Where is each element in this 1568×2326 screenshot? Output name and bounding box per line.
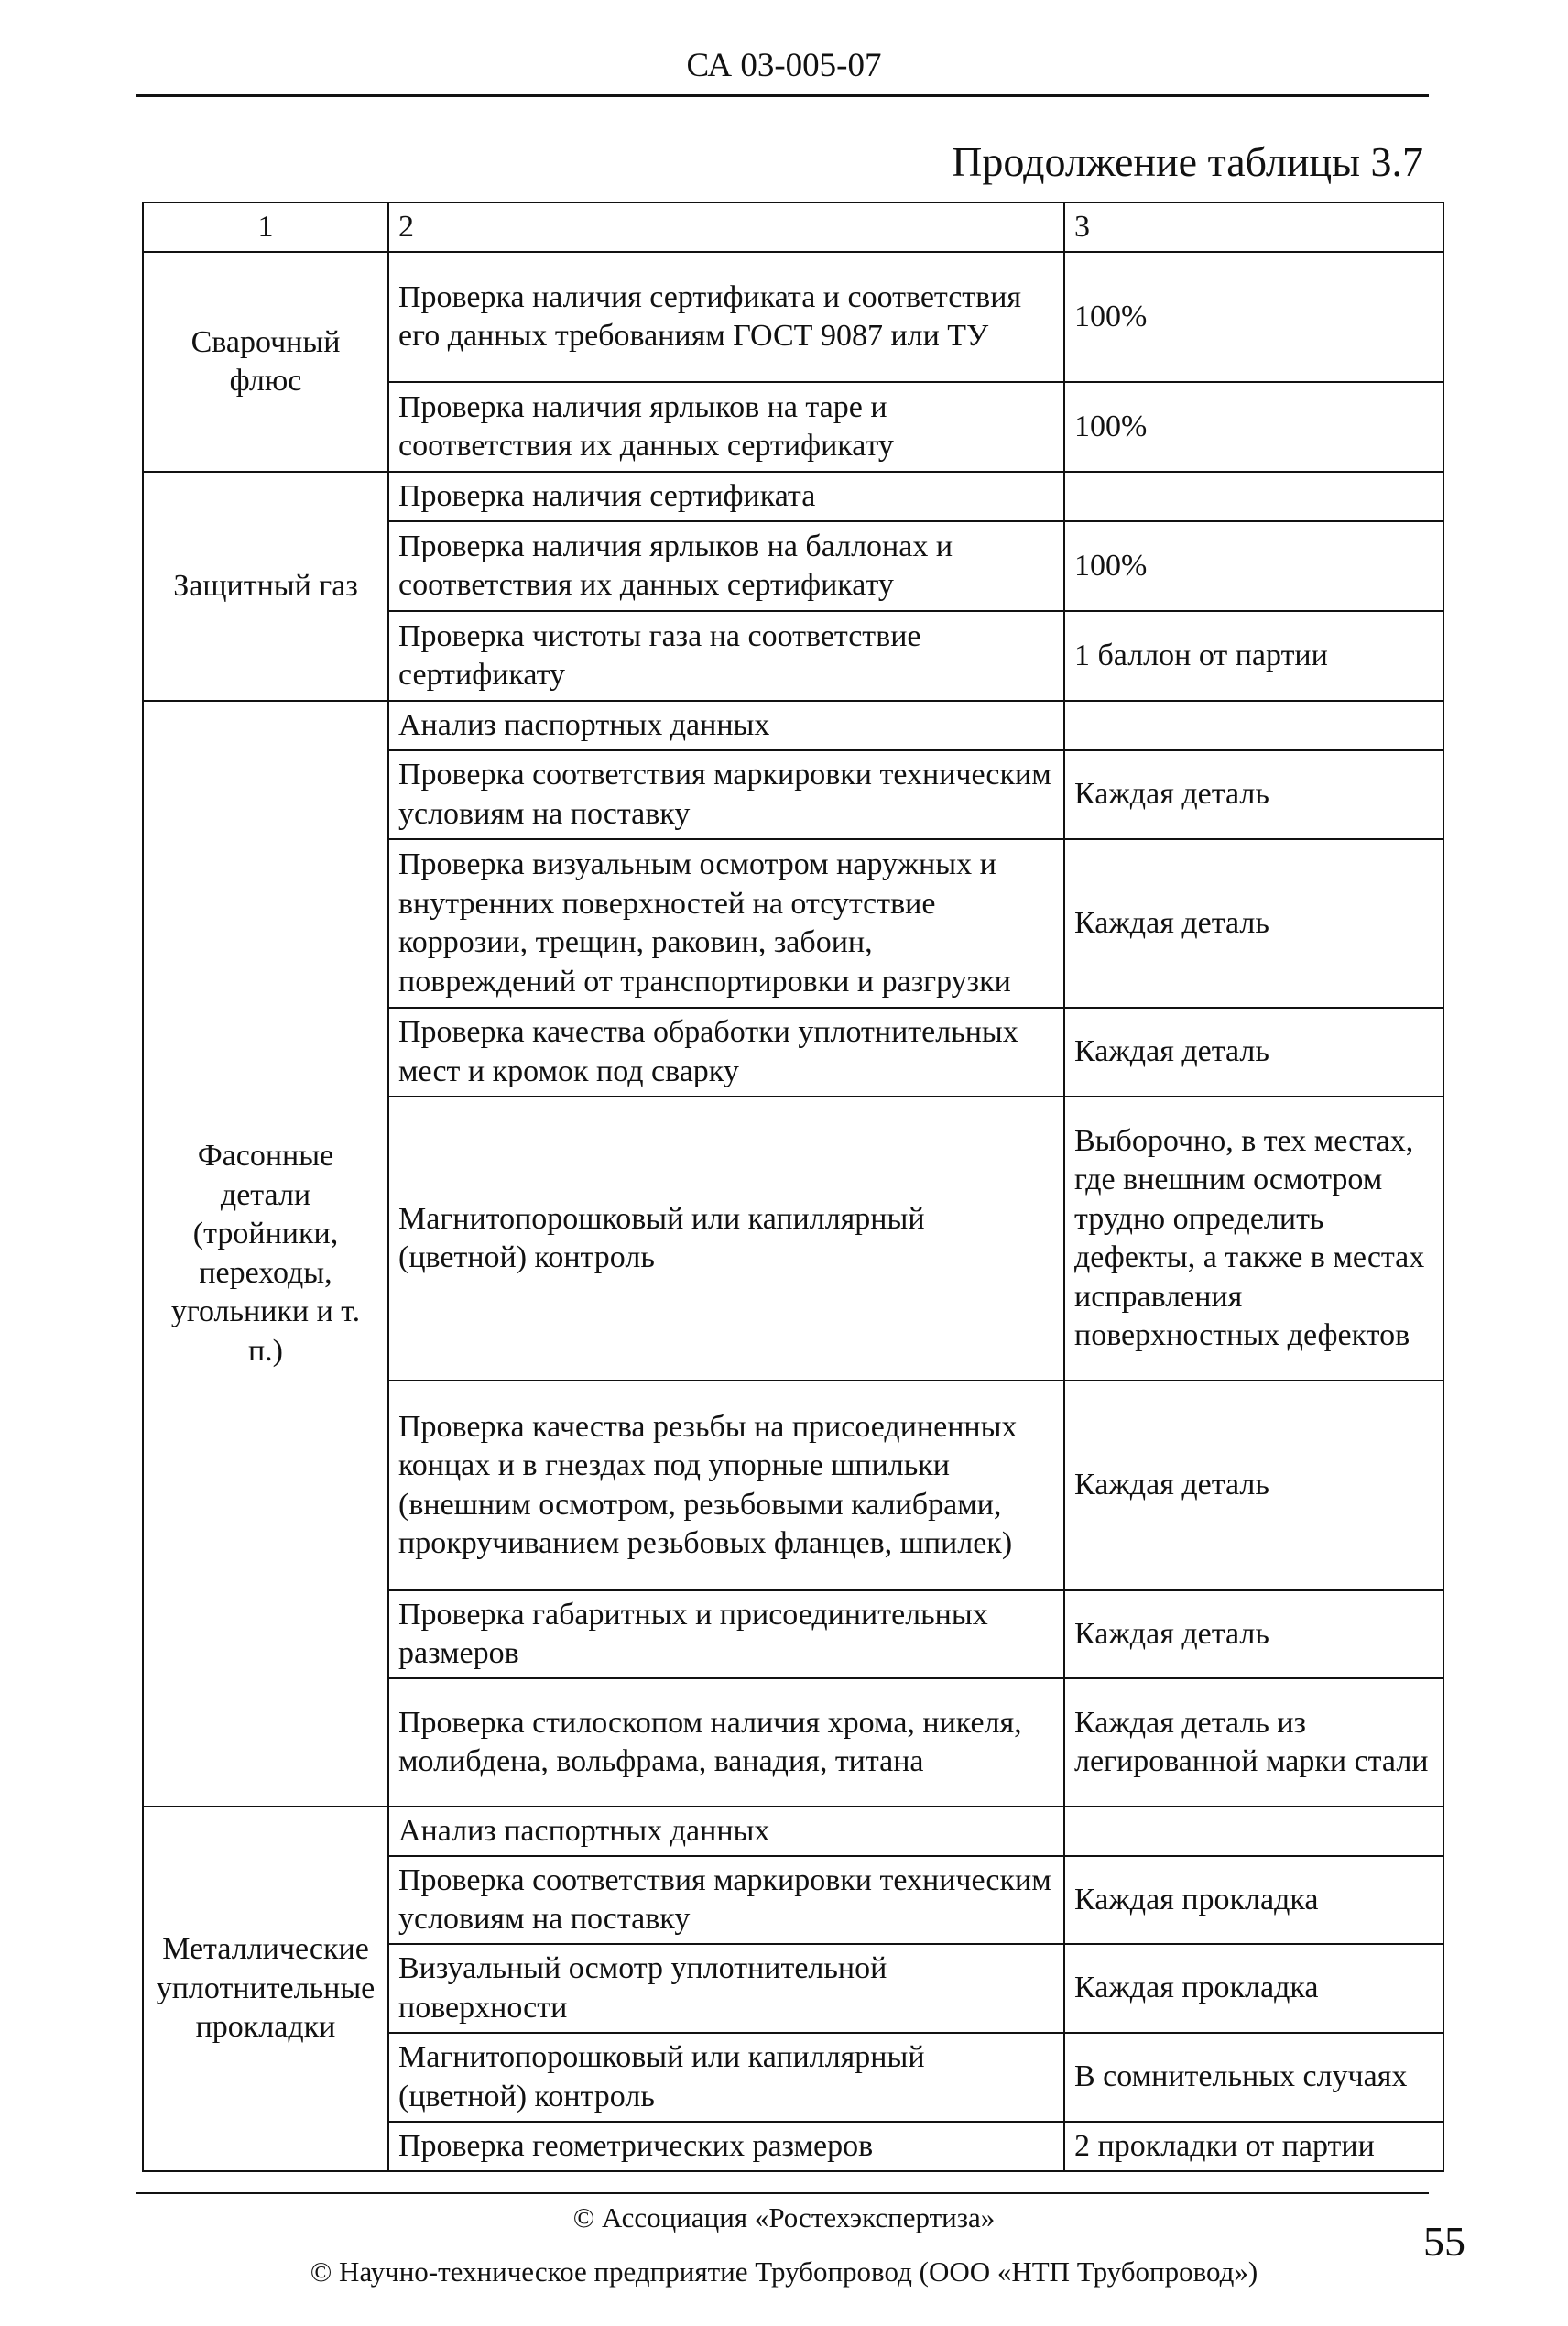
group-name-welding-flux: Сварочный флюс xyxy=(143,252,388,472)
check-cell: Проверка соответствия маркировки техническим условиям на поставку xyxy=(388,1856,1064,1944)
check-cell: Проверка соответствия маркировки техническим условиям на поставку xyxy=(388,750,1064,839)
column-header-3: 3 xyxy=(1064,202,1443,252)
table-continuation-caption: Продолжение таблицы 3.7 xyxy=(952,138,1423,185)
column-header-1: 1 xyxy=(143,202,388,252)
check-cell: Проверка качества обработки уплотнительных мест и кромок под сварку xyxy=(388,1008,1064,1097)
table-row xyxy=(143,1807,1443,1856)
check-cell: Проверка чистоты газа на соответствие сертификату xyxy=(388,611,1064,701)
check-cell: Проверка стилоскопом наличия хрома, никеля, молибдена, вольфрама, ванадия, титана xyxy=(388,1678,1064,1807)
scope-cell xyxy=(1064,472,1443,521)
scope-cell: 2 прокладки от партии xyxy=(1064,2122,1443,2171)
scope-cell: 1 баллон от партии xyxy=(1064,611,1443,701)
document-code: СА 03-005-07 xyxy=(686,47,882,84)
footer-copyright-association: © Ассоциация «Ростехэкспертиза» xyxy=(572,2201,996,2233)
scope-cell xyxy=(1064,1807,1443,1856)
check-cell: Анализ паспортных данных xyxy=(388,701,1064,750)
scope-cell xyxy=(1064,701,1443,750)
check-cell: Визуальный осмотр уплотнительной поверхности xyxy=(388,1944,1064,2033)
check-cell: Проверка качества резьбы на присоединенных концах и в гнездах под упорные шпильки (внешним осмотром, резьбовыми калибрами, прокручиванием резьбовых фланцев, шпилек) xyxy=(388,1381,1064,1590)
scope-cell: Каждая прокладка xyxy=(1064,1944,1443,2033)
page-number: 55 xyxy=(1423,2218,1465,2265)
scope-cell: Каждая деталь xyxy=(1064,839,1443,1008)
check-cell: Магнитопорошковый или капиллярный (цветной) контроль xyxy=(388,1097,1064,1381)
check-cell: Проверка геометрических размеров xyxy=(388,2122,1064,2171)
header-rule xyxy=(136,94,1429,97)
check-cell: Проверка габаритных и присоединительных размеров xyxy=(388,1590,1064,1678)
check-cell: Магнитопорошковый или капиллярный (цветной) контроль xyxy=(388,2033,1064,2122)
check-cell: Проверка наличия сертификата xyxy=(388,472,1064,521)
scope-cell: В сомнительных случаях xyxy=(1064,2033,1443,2122)
table-row xyxy=(143,472,1443,521)
group-name-shielding-gas: Защитный газ xyxy=(143,472,388,701)
scope-cell: 100% xyxy=(1064,382,1443,472)
column-header-2: 2 xyxy=(388,202,1064,252)
table-header-row xyxy=(143,202,1443,252)
check-cell: Проверка визуальным осмотром наружных и внутренних поверхностей на отсутствие коррозии, трещин, раковин, забоин, повреждений от транспортировки и разгрузки xyxy=(388,839,1064,1008)
scope-cell: Каждая деталь xyxy=(1064,1381,1443,1590)
check-cell: Проверка наличия сертификата и соответствия его данных требованиям ГОСТ 9087 или ТУ xyxy=(388,252,1064,382)
scope-cell: Каждая деталь xyxy=(1064,750,1443,839)
scope-cell: Выборочно, в тех местах, где внешним осмотром трудно определить дефекты, а также в местах исправления поверхностных дефектов xyxy=(1064,1097,1443,1381)
check-cell: Анализ паспортных данных xyxy=(388,1807,1064,1856)
group-name-fittings: Фасонные детали (тройники, переходы, угольники и т. п.) xyxy=(143,701,388,1807)
footer-copyright-company: © Научно-техническое предприятие Трубопровод (ООО «НТП Трубопровод») xyxy=(310,2255,1258,2288)
scope-cell: Каждая деталь xyxy=(1064,1008,1443,1097)
scope-cell: 100% xyxy=(1064,521,1443,611)
inspection-table xyxy=(142,202,1444,2172)
scope-cell: Каждая прокладка xyxy=(1064,1856,1443,1944)
check-cell: Проверка наличия ярлыков на таре и соответствия их данных сертификату xyxy=(388,382,1064,472)
scope-cell: Каждая деталь из легированной марки стали xyxy=(1064,1678,1443,1807)
check-cell: Проверка наличия ярлыков на баллонах и соответствия их данных сертификату xyxy=(388,521,1064,611)
table-row xyxy=(143,701,1443,750)
group-name-metal-gaskets: Металлические уплотнительные прокладки xyxy=(143,1807,388,2171)
scope-cell: Каждая деталь xyxy=(1064,1590,1443,1678)
table-row xyxy=(143,252,1443,382)
scope-cell: 100% xyxy=(1064,252,1443,382)
footer-rule xyxy=(136,2192,1429,2194)
